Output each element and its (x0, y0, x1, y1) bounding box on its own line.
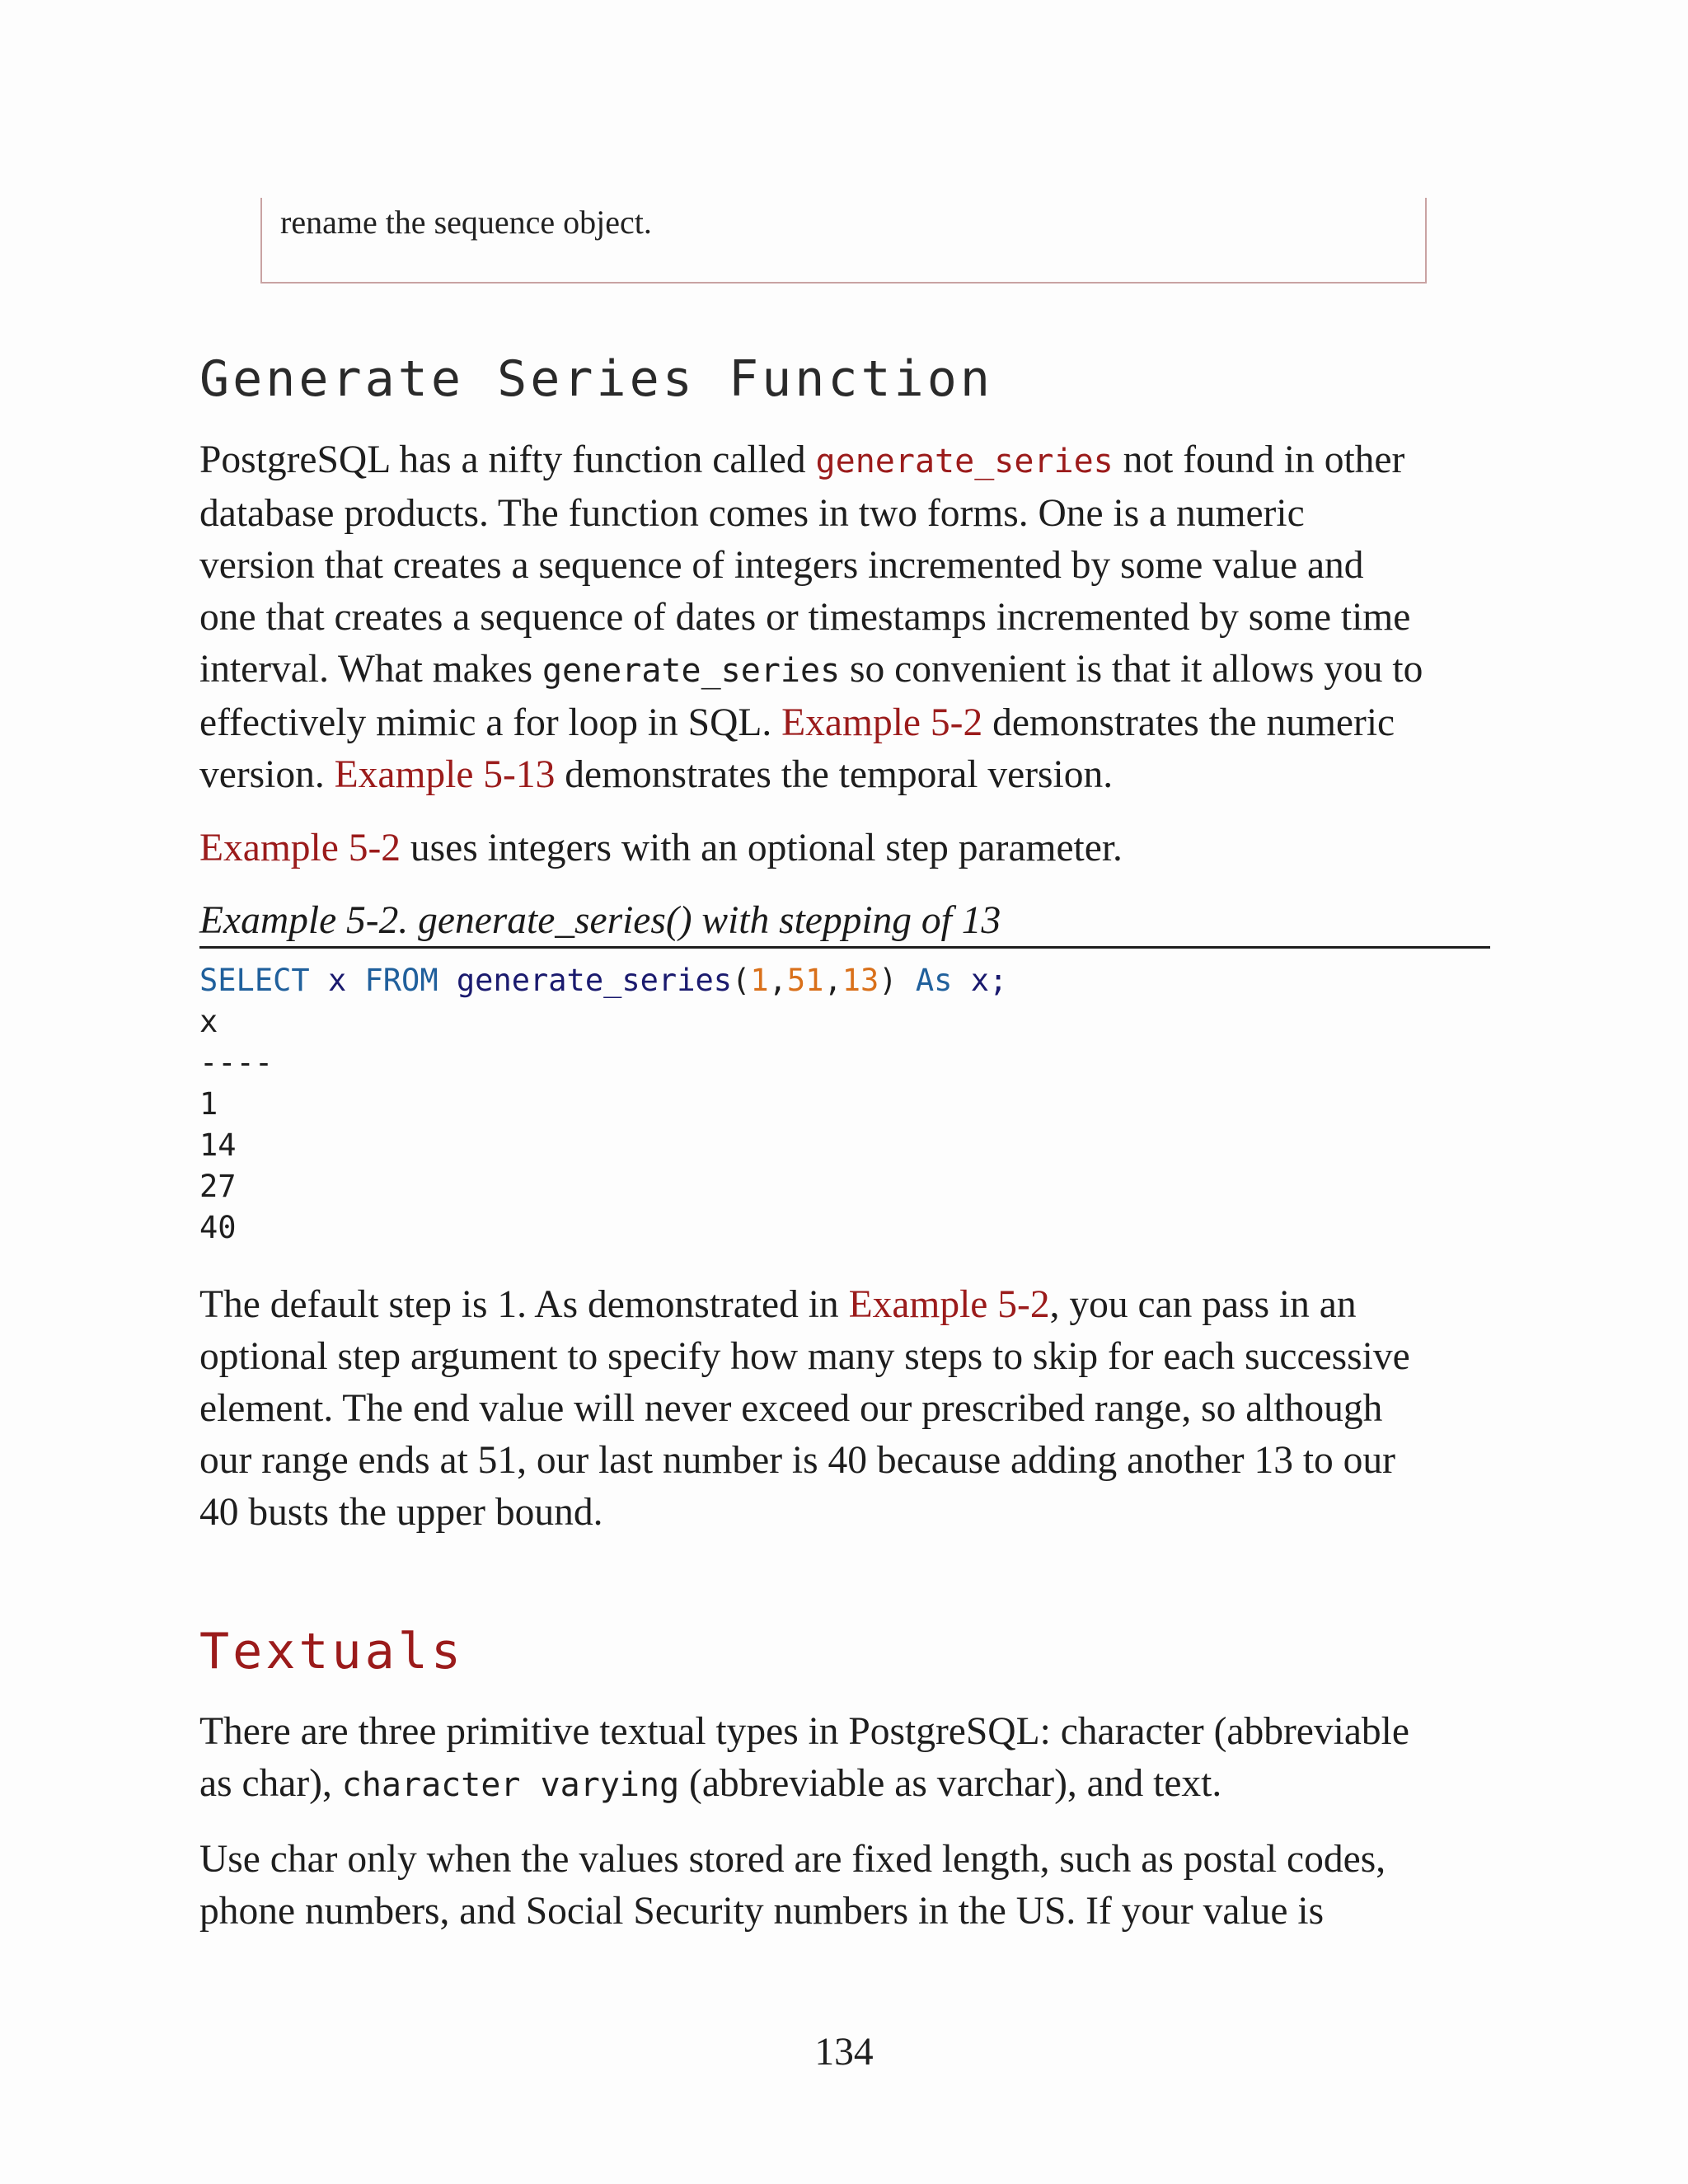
text-line (199, 434, 1502, 488)
section-heading-textuals: Textuals (199, 1623, 464, 1680)
text-line: element. The end value will never exceed our prescribed range, so although (199, 1387, 1383, 1430)
text-line: our range ends at 51, our last number is 40 because adding another 13 to our (199, 1439, 1395, 1482)
inline-code: generate_series (542, 652, 841, 690)
code-identifier: x (327, 963, 347, 998)
text-line (199, 823, 1502, 874)
paragraph-generate-series-intro (199, 434, 1502, 801)
code-punct: , (823, 963, 842, 998)
code-function: generate_series (456, 963, 733, 998)
text-line: 40 busts the upper bound. (199, 1491, 603, 1534)
link-example-5-2[interactable]: Example 5-2 (781, 701, 983, 744)
text-run: The default step is 1. As demonstrated in (199, 1283, 849, 1326)
text-run: (abbreviable as varchar), and text. (679, 1762, 1222, 1805)
text-run: as char), (199, 1762, 342, 1805)
code-output-line: 14 (199, 1127, 237, 1163)
code-output-line: 40 (199, 1210, 237, 1245)
code-number: 51 (786, 963, 824, 998)
paragraph-example-intro (199, 823, 1502, 874)
text-line: optional step argument to specify how many steps to skip for each successive (199, 1335, 1410, 1378)
link-example-5-13[interactable]: Example 5-13 (334, 753, 556, 796)
example-caption: Example 5-2. generate_series() with stepping of 13 (199, 895, 1490, 949)
code-keyword: As (915, 963, 953, 998)
text-run: so convenient is that it allows you to (840, 648, 1423, 691)
text-run: demonstrates the temporal version. (555, 753, 1114, 796)
inline-code: character varying (341, 1766, 680, 1804)
code-output-line: ---- (199, 1045, 274, 1080)
text-line: Use char only when the values stored are fixed length, such as postal codes, (199, 1838, 1386, 1881)
note-text: rename the sequence object. (280, 204, 652, 241)
paragraph-char-usage (199, 1834, 1502, 1938)
text-line: one that creates a sequence of dates or timestamps incremented by some time (199, 596, 1411, 639)
page-number: 134 (814, 2031, 874, 2074)
code-block (199, 960, 1007, 1249)
text-line: version that creates a sequence of integers incremented by some value and (199, 544, 1364, 587)
paragraph-textual-types (199, 1706, 1502, 1811)
link-example-5-2[interactable]: Example 5-2 (199, 827, 401, 869)
code-identifier: x; (970, 963, 1008, 998)
text-run: uses integers with an optional step parameter. (401, 827, 1123, 869)
text-run: demonstrates the numeric (982, 701, 1395, 744)
text-run: PostgreSQL has a nifty function called (199, 438, 816, 481)
code-punct: ( (732, 963, 751, 998)
inline-code: generate_series (815, 443, 1114, 480)
paragraph-default-step (199, 1279, 1502, 1539)
text-line (199, 749, 1502, 801)
text-line: phone numbers, and Social Security numbers in the US. If your value is (199, 1890, 1325, 1933)
text-line (199, 644, 1502, 697)
code-keyword: FROM (364, 963, 438, 998)
code-punct: ) (879, 963, 898, 998)
text-run: , you can pass in an (1049, 1283, 1357, 1326)
link-example-5-2[interactable]: Example 5-2 (848, 1283, 1050, 1326)
text-line (199, 1279, 1502, 1331)
code-line-query (199, 960, 1007, 1001)
text-line (199, 697, 1502, 749)
text-run: interval. What makes (199, 648, 542, 691)
code-output-line: 27 (199, 1169, 237, 1204)
code-output-line: 1 (199, 1086, 218, 1122)
section-heading-generate-series: Generate Series Function (199, 350, 993, 408)
text-line (199, 1758, 1502, 1811)
code-number: 13 (842, 963, 879, 998)
code-punct: , (768, 963, 787, 998)
note-box (260, 198, 1427, 284)
code-output-line: x (199, 1004, 218, 1039)
text-run: not found in other (1113, 438, 1405, 481)
code-number: 1 (750, 963, 769, 998)
text-run: effectively mimic a for loop in SQL. (199, 701, 782, 744)
text-run: version. (199, 753, 335, 796)
text-line: There are three primitive textual types in PostgreSQL: character (abbreviable (199, 1710, 1409, 1753)
code-keyword: SELECT (199, 963, 310, 998)
text-line: database products. The function comes in two forms. One is a numeric (199, 492, 1305, 535)
